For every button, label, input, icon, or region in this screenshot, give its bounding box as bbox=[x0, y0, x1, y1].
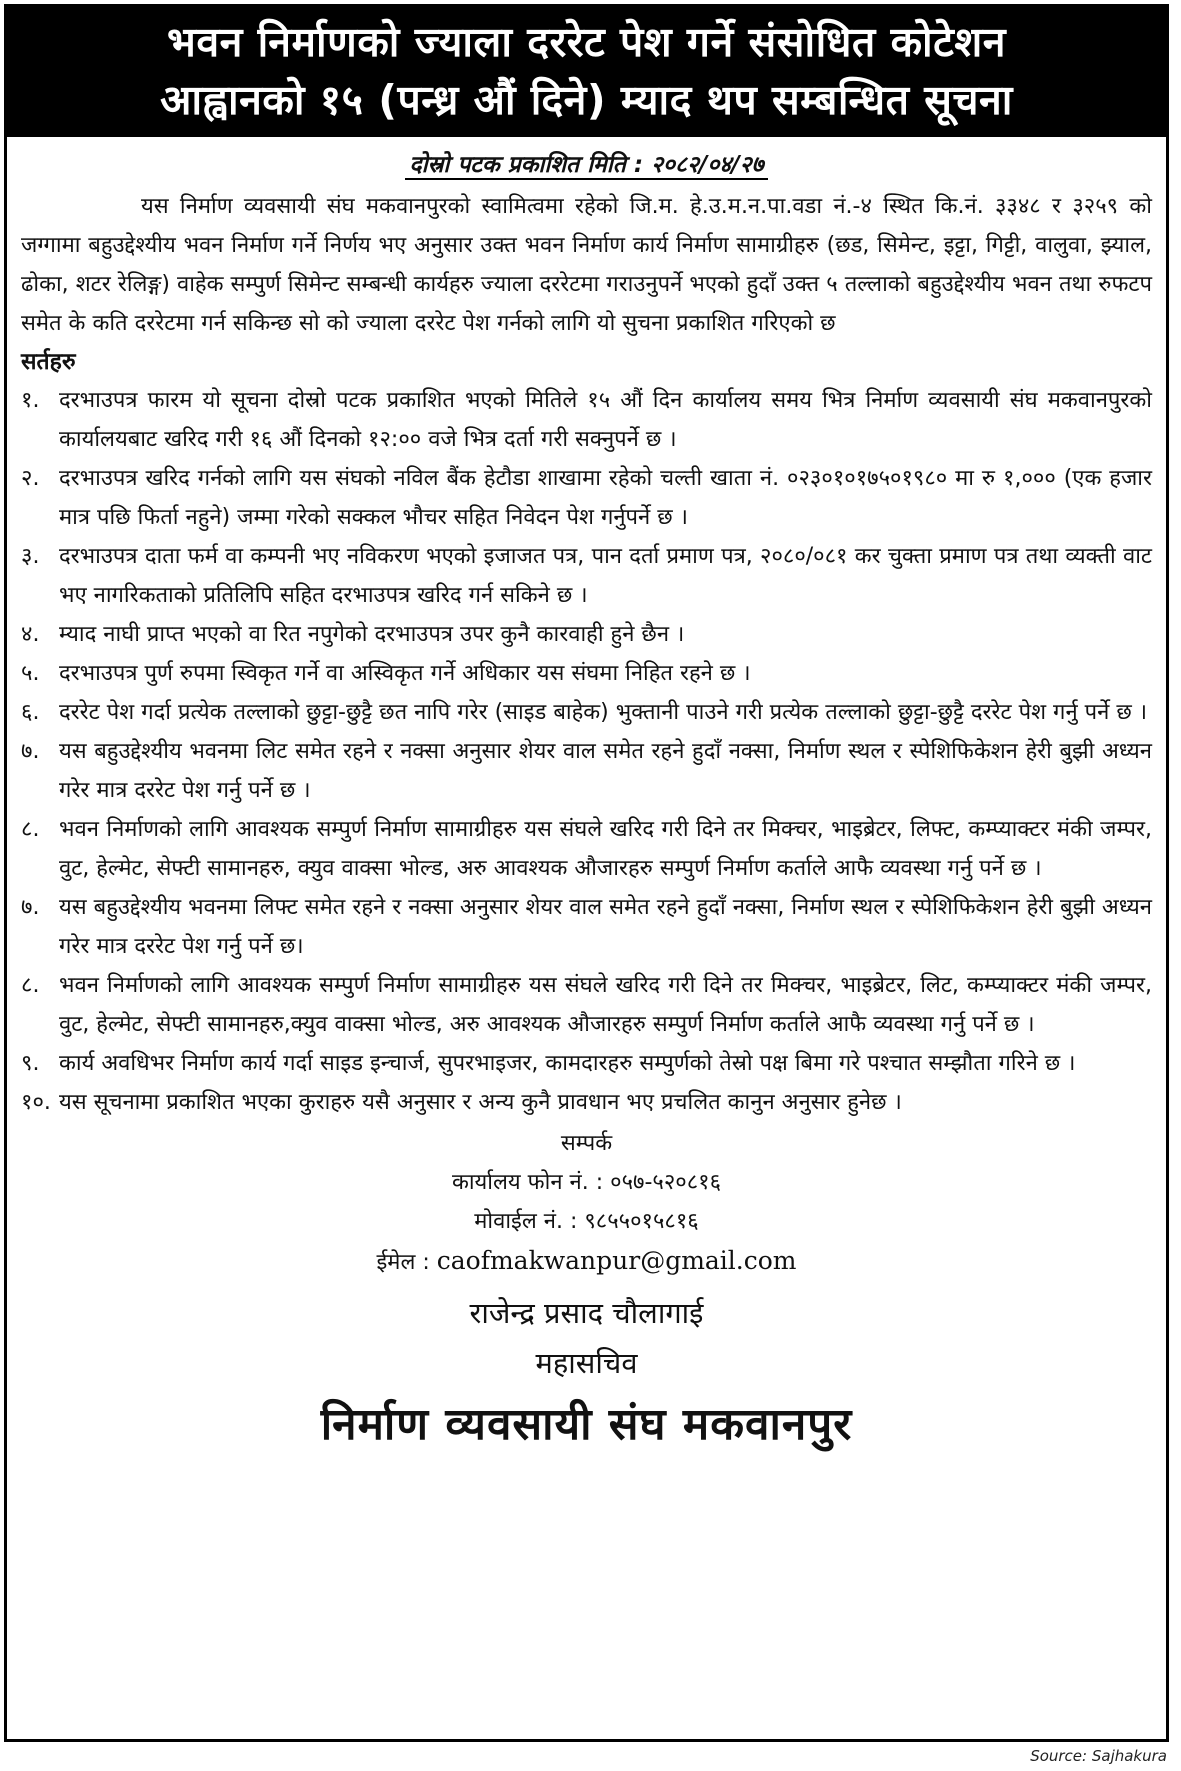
signatory-name: राजेन्द्र प्रसाद चौलागाई bbox=[469, 1296, 704, 1330]
organization-name: निर्माण व्यवसायी संघ मकवानपुर bbox=[320, 1399, 853, 1450]
condition-number: ३. bbox=[21, 544, 40, 569]
contact-heading: सम्पर्क bbox=[560, 1131, 613, 1156]
condition-text: दरभाउपत्र दाता फर्म वा कम्पनी भए नविकरण भएको इजाजत पत्र, पान दर्ता प्रमाण पत्र, २०८०/०८१ कर चुक्ता प्रमाण पत्र तथा व्यक्ती वाट भए नागरिकताको प्रतिलिपि सहित दरभाउपत्र खरिद गर्न सकिने छ । bbox=[59, 544, 1152, 608]
notice-document bbox=[4, 4, 1169, 1742]
condition-text: यस बहुउद्देश्यीय भवनमा लिट समेत रहने र नक्सा अनुसार शेयर वाल समेत रहने हुदाँ नक्सा, निर्माण स्थल र स्पेशिफिकेशन हेरी बुझी अध्यन गरेर मात्र दररेट पेश गर्नु पर्ने छ । bbox=[59, 739, 1152, 803]
condition-number: ४. bbox=[21, 622, 40, 647]
condition-text: भवन निर्माणको लागि आवश्यक सम्पुर्ण निर्माण सामाग्रीहरु यस संघले खरिद गरी दिने तर मिक्चर, भाइब्रेटर, लिफ्ट, कम्प्याक्टर मंकी जम्पर, वुट, हेल्मेट, सेफ्टी सामानहरु, क्युव वाक्सा भोल्ड, अरु आवश्यक औजारहरु सम्पुर्ण निर्माण कर्ताले आफै व्यवस्था गर्नु पर्ने छ । bbox=[59, 817, 1152, 881]
contact-block bbox=[7, 1124, 1166, 1282]
condition-item bbox=[21, 810, 1152, 888]
email-address[interactable]: caofmakwanpur@gmail.com bbox=[436, 1246, 797, 1275]
notice-body bbox=[21, 187, 1152, 1122]
condition-text: म्याद नाघी प्राप्त भएको वा रित नपुगेको दरभाउपत्र उपर कुनै कारवाही हुने छैन । bbox=[59, 622, 685, 647]
title-line-2: आह्वानको १५ (पन्ध्र औं दिने) म्याद थप सम्बन्धित सूचना bbox=[160, 76, 1013, 124]
condition-text: दररेट पेश गर्दा प्रत्येक तल्लाको छुट्टा-छुट्टै छत नापि गरेर (साइड बाहेक) भुक्तानी पाउने गरी प्रत्येक तल्लाको छुट्टा-छुट्टै दररेट पेश गर्नु पर्ने छ । bbox=[59, 700, 1148, 725]
condition-text: दरभाउपत्र पुर्ण रुपमा स्विकृत गर्ने वा अस्विकृत गर्ने अधिकार यस संघमा निहित रहने छ । bbox=[59, 661, 751, 686]
condition-text: दरभाउपत्र फारम यो सूचना दोस्रो पटक प्रकाशित भएको मितिले १५ औं दिन कार्यालय समय भित्र निर्माण व्यवसायी संघ मकवानपुरको कार्यालयबाट खरिद गरी १६ औं दिनको १२:०० वजे भित्र दर्ता गरी सक्नुपर्ने छ । bbox=[59, 388, 1152, 452]
email-line bbox=[7, 1241, 1166, 1282]
conditions-title: सर्तहरु bbox=[21, 349, 76, 375]
condition-number: ९. bbox=[21, 1051, 40, 1076]
source-credit: Source: Sajhakura bbox=[1030, 1747, 1167, 1765]
condition-text: भवन निर्माणको लागि आवश्यक सम्पुर्ण निर्माण सामाग्रीहरु यस संघले खरिद गरी दिने तर मिक्चर, भाइब्रेटर, लिट, कम्प्याक्टर मंकी जम्पर, वुट, हेल्मेट, सेफ्टी सामानहरु,क्युव वाक्सा भोल्ड, अरु आवश्यक औजारहरु सम्पुर्ण निर्माण कर्ताले आफै व्यवस्था गर्नु पर्ने छ । bbox=[59, 973, 1152, 1037]
condition-number: ८. bbox=[21, 817, 40, 842]
condition-text: कार्य अवधिभर निर्माण कार्य गर्दा साइड इन्चार्ज, सुपरभाइजर, कामदारहरु सम्पुर्णको तेस्रो पक्ष बिमा गरे पश्चात सम्झौता गरिने छ । bbox=[59, 1051, 1076, 1076]
condition-number: ८. bbox=[21, 973, 40, 998]
signatory-block bbox=[7, 1288, 1166, 1388]
condition-item bbox=[21, 966, 1152, 1044]
conditions-list bbox=[21, 381, 1152, 1122]
signatory-title: महासचिव bbox=[535, 1346, 638, 1380]
publication-date bbox=[7, 147, 1166, 179]
condition-number: ५. bbox=[21, 661, 40, 686]
condition-item bbox=[21, 615, 1152, 654]
office-phone: कार्यालय फोन नं. : ०५७-५२०८१६ bbox=[451, 1170, 722, 1195]
condition-item bbox=[21, 654, 1152, 693]
condition-item bbox=[21, 459, 1152, 537]
condition-text: यस बहुउद्देश्यीय भवनमा लिफ्ट समेत रहने र नक्सा अनुसार शेयर वाल समेत रहने हुदाँ नक्सा, निर्माण स्थल र स्पेशिफिकेशन हेरी बुझी अध्यन गरेर मात्र दररेट पेश गर्नु पर्ने छ। bbox=[59, 895, 1152, 959]
intro-paragraph: यस निर्माण व्यवसायी संघ मकवानपुरको स्वामित्वमा रहेको जि.म. हे.उ.म.न.पा.वडा नं.-४ स्थित कि.नं. ३३४८ र ३२५९ को जग्गामा बहुउद्देश्यीय भवन निर्माण गर्ने निर्णय भए अनुसार उक्त भवन निर्माण कार्य निर्माण सामाग्रीहरु (छड, सिमेन्ट, इट्टा, गिट्टी, वालुवा, झ्याल, ढोका, शटर रेलिङ्ग) वाहेक सम्पुर्ण सिमेन्ट सम्बन्धी कार्यहरु ज्याला दररेटमा गराउनुपर्ने भएको हुदाँ उक्त ५ तल्लाको बहुउद्देश्यीय भवन तथा रुफटप समेत के कति दररेटमा गर्न सकिन्छ सो को ज्याला दररेट पेश गर्नको लागि यो सुचना प्रकाशित गरिएको छ bbox=[21, 194, 1152, 336]
condition-item bbox=[21, 1044, 1152, 1083]
condition-number: ७. bbox=[21, 895, 40, 920]
condition-item bbox=[21, 381, 1152, 459]
notice-header bbox=[7, 7, 1166, 137]
condition-item bbox=[21, 693, 1152, 732]
condition-item bbox=[21, 537, 1152, 615]
publication-date-text: दोस्रो पटक प्रकाशित मिति : २०८२/०४/२७ bbox=[405, 152, 767, 180]
email-label: ईमेल : bbox=[376, 1250, 430, 1275]
mobile-number: मोवाईल नं. : ९८५५०१५८१६ bbox=[474, 1209, 699, 1234]
condition-number: ७. bbox=[21, 739, 40, 764]
condition-number: २. bbox=[21, 466, 40, 491]
condition-text: दरभाउपत्र खरिद गर्नको लागि यस संघको नविल बैंक हेटौडा शाखामा रहेको चल्ती खाता नं. ०२३०१०१७५०१९८० मा रु १,००० (एक हजार मात्र पछि फिर्ता नहुने) जम्मा गरेको सक्कल भौचर सहित निवेदन पेश गर्नुपर्ने छ । bbox=[59, 466, 1152, 530]
condition-number: १०. bbox=[21, 1090, 51, 1115]
condition-text: यस सूचनामा प्रकाशित भएका कुराहरु यसै अनुसार र अन्य कुनै प्रावधान भए प्रचलित कानुन अनुसार हुनेछ । bbox=[59, 1090, 902, 1115]
condition-item bbox=[21, 1083, 1152, 1122]
condition-number: १. bbox=[21, 388, 40, 413]
title-line-1: भवन निर्माणको ज्याला दररेट पेश गर्ने संसोधित कोटेशन bbox=[167, 18, 1006, 66]
condition-item bbox=[21, 732, 1152, 810]
condition-number: ६. bbox=[21, 700, 40, 725]
condition-item bbox=[21, 888, 1152, 966]
